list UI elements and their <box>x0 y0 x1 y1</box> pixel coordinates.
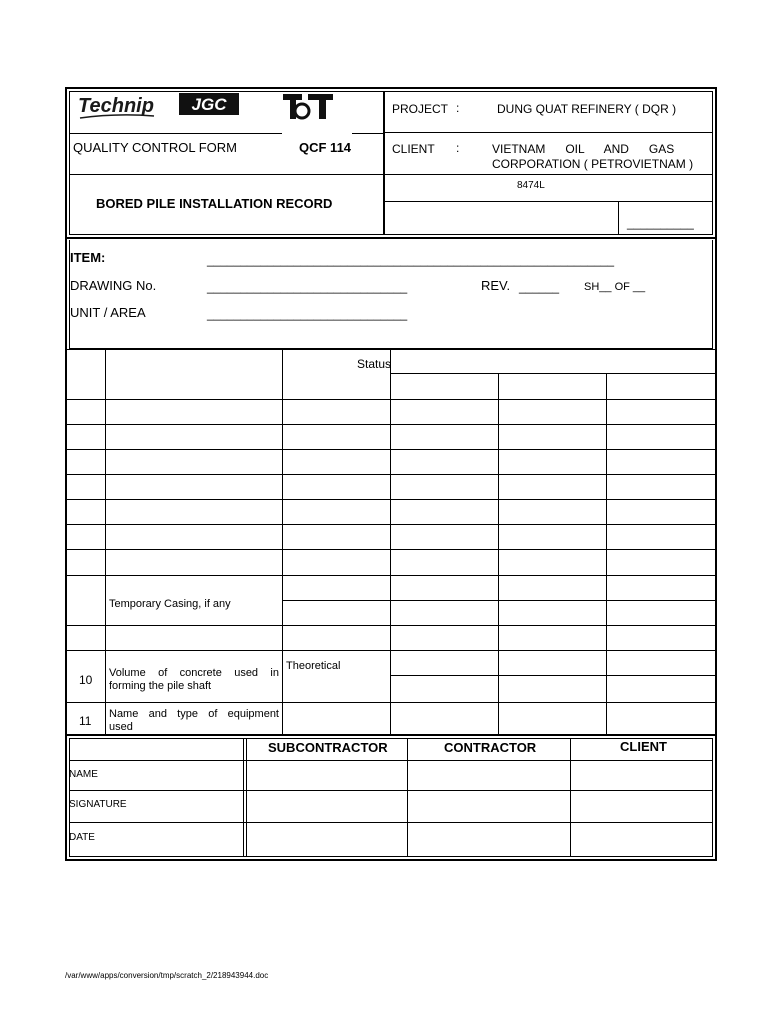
project-value: DUNG QUAT REFINERY ( DQR ) <box>497 102 677 116</box>
form-label: QUALITY CONTROL FORM <box>73 140 237 155</box>
rev-label: REV. <box>481 278 511 293</box>
subcontractor-header: SUBCONTRACTOR <box>268 740 388 755</box>
client-colon: : <box>456 141 460 155</box>
status-header: Status <box>357 357 392 371</box>
unit-area-input[interactable]: ______________________________ <box>207 307 408 321</box>
client-value-line2: CORPORATION ( PETROVIETNAM ) <box>492 157 694 171</box>
signature-row-label: SIGNATURE <box>69 799 127 810</box>
temporary-casing-label: Temporary Casing, if any <box>109 598 231 610</box>
date-row-label: DATE <box>69 832 95 843</box>
blank-field[interactable]: __________ <box>627 216 694 230</box>
row-11-number: 11 <box>79 714 92 728</box>
job-number: 8474L <box>517 180 545 191</box>
row-10-label: Volume of concrete used in forming the pile shaft <box>109 667 279 692</box>
client-header: CLIENT <box>620 739 667 754</box>
contractor-header: CONTRACTOR <box>444 740 537 755</box>
theoretical-label: Theoretical <box>286 660 341 672</box>
unit-area-label: UNIT / AREA <box>70 305 146 320</box>
project-label: PROJECT <box>392 102 449 116</box>
form-code: QCF 114 <box>299 140 352 155</box>
document-title: BORED PILE INSTALLATION RECORD <box>96 196 333 211</box>
item-label: ITEM: <box>70 250 106 265</box>
name-row-label: NAME <box>69 769 98 780</box>
row-10-number: 10 <box>79 673 93 687</box>
item-input[interactable]: _____________________________________________________________ <box>207 253 615 267</box>
footer-file-path: /var/www/apps/conversion/tmp/scratch_2/218943944.doc <box>65 971 269 980</box>
technip-logo <box>76 92 158 124</box>
row-11-label: Name and type of equipment used <box>109 708 279 733</box>
client-value-line1: VIETNAM OIL AND GAS <box>492 142 675 156</box>
svg-text:JGC: JGC <box>191 95 227 114</box>
project-colon: : <box>456 101 460 115</box>
drawing-label: DRAWING No. <box>70 278 157 293</box>
svg-text:Technip: Technip <box>78 95 154 117</box>
sheet-label: SH__ OF __ <box>584 281 646 293</box>
partner-mark-icon <box>282 90 334 120</box>
client-label: CLIENT <box>392 142 435 156</box>
jgc-logo <box>179 93 239 115</box>
rev-input[interactable]: ______ <box>519 280 560 294</box>
drawing-input[interactable]: ______________________________ <box>207 280 408 294</box>
